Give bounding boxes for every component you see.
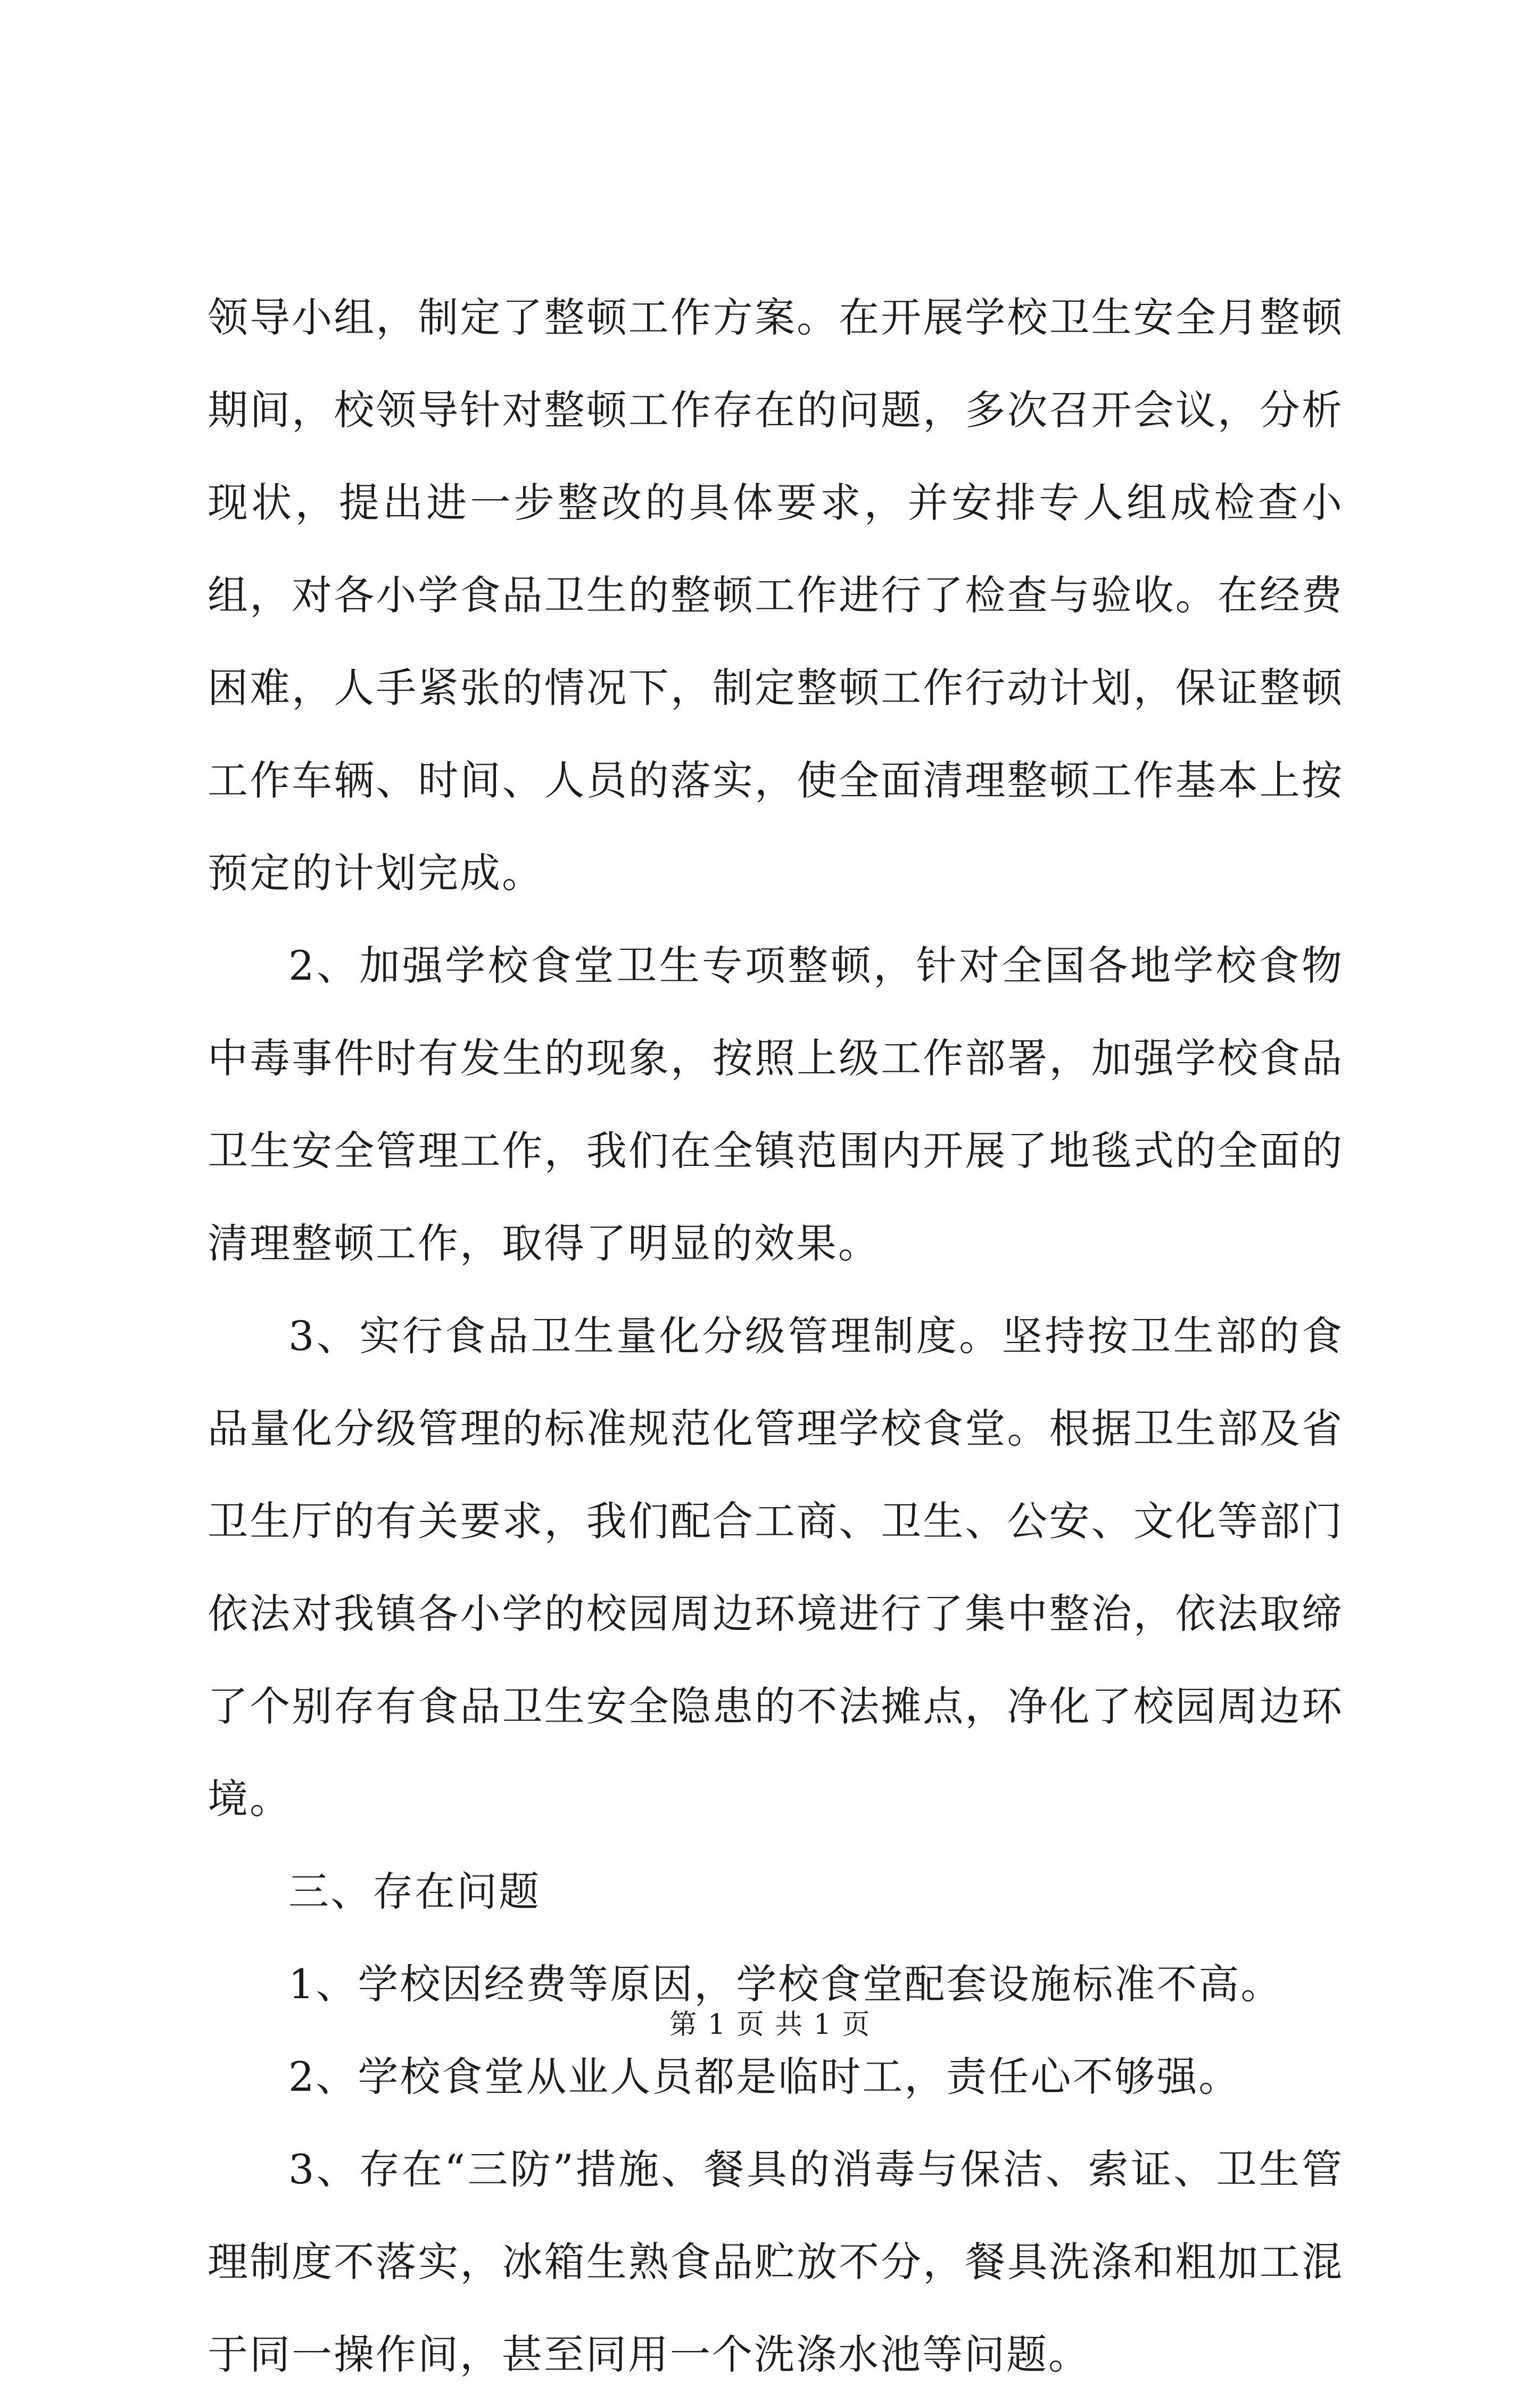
document-body	[208, 271, 1344, 2401]
paragraph-continuation: 领导小组，制定了整顿工作方案。在开展学校卫生安全月整顿期间，校领导针对整顿工作存在的问题，多次召开会议，分析现状，提出进一步整改的具体要求，并安排专人组成检查小组，对各小学食品卫生的整顿工作进行了检查与验收。在经费困难，人手紧张的情况下，制定整顿工作行动计划，保证整顿工作车辆、时间、人员的落实，使全面清理整顿工作基本上按预定的计划完成。	[208, 294, 1344, 897]
section-heading-problems: 三、存在问题	[288, 1868, 541, 1915]
page-number-footer: 第 1 页 共 1 页	[669, 2009, 871, 2041]
problem-item-1: 1、学校因经费等原因，学校食堂配套设施标准不高。	[288, 1960, 1283, 2008]
problem-item-3: 3、存在“三防”措施、餐具的消毒与保洁、索证、卫生管理制度不落实，冰箱生熟食品贮放不分，餐具洗涤和粗加工混于同一操作间，甚至同用一个洗涤水池等问题。	[208, 2146, 1344, 2378]
problem-item-2: 2、学校食堂从业人员都是临时工，责任心不够强。	[288, 2053, 1241, 2100]
paragraph-item-3: 3、实行食品卫生量化分级管理制度。坚持按卫生部的食品量化分级管理的标准规范化管理学校食堂。根据卫生部及省卫生厅的有关要求，我们配合工商、卫生、公安、文化等部门依法对我镇各小学的校园周边环境进行了集中整治，依法取缔了个别存有食品卫生安全隐患的不法摊点，净化了校园周边环境。	[208, 1312, 1344, 1823]
paragraph-item-2: 2、加强学校食堂卫生专项整顿，针对全国各地学校食物中毒事件时有发生的现象，按照上级工作部署，加强学校食品卫生安全管理工作，我们在全镇范围内开展了地毯式的全面的清理整顿工作，取得了明显的效果。	[208, 942, 1344, 1267]
